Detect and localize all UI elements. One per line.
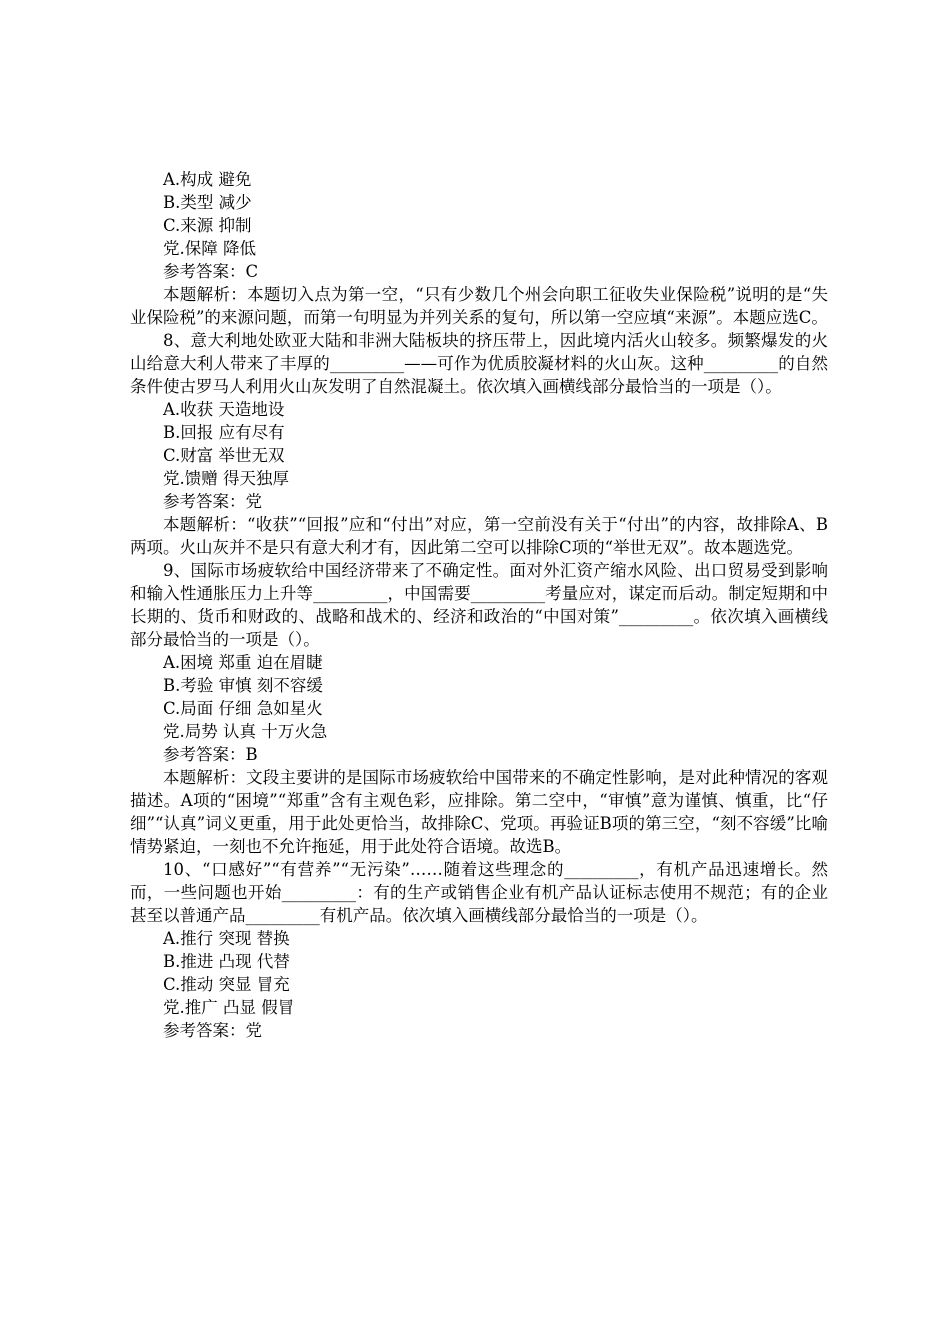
- document-body: [130, 168, 828, 1042]
- q9-option-d: 党.局势 认真 十万火急: [163, 722, 328, 741]
- q10-option-d: 党.推广 凸显 假冒: [163, 998, 295, 1017]
- q10-stem: 10、“口感好”“有营养”“无污染”……随着这些理念的_________，有机产品迅速增长。然而，一些问题也开始_________：有的生产或销售企业有机产品认证标志使用不规范；有的企业甚至以普通产品_________有机产品。依次填入画横线部分最恰当的一项是（）。: [130, 860, 828, 925]
- q7-option-d: 党.保障 降低: [163, 239, 256, 258]
- q9-option-a: A.困境 郑重 迫在眉睫: [163, 653, 323, 672]
- q9-answer: 参考答案：B: [163, 745, 258, 764]
- q9-stem: 9、国际市场疲软给中国经济带来了不确定性。面对外汇资产缩水风险、出口贸易受到影响和输入性通胀压力上升等_________，中国需要_________考量应对，谋定而后动。制定短期和中长期的、货币和财政的、战略和战术的、经济和政治的“中国对策”_________。依次填入画横线部分最恰当的一项是（）。: [130, 561, 828, 649]
- q10-option-c: C.推动 突显 冒充: [163, 975, 290, 994]
- q7-analysis: 本题解析：本题切入点为第一空，“只有少数几个州会向职工征收失业保险税”说明的是“失业保险税”的来源问题，而第一句明显为并列关系的复句，所以第一空应填“来源”。本题应选C。: [130, 285, 828, 327]
- q7-option-c: C.来源 抑制: [163, 216, 252, 235]
- q10-answer: 参考答案：党: [163, 1021, 262, 1040]
- q8-option-a: A.收获 天造地设: [163, 400, 285, 419]
- q7-option-b: B.类型 减少: [163, 193, 252, 212]
- q9-option-b: B.考验 审慎 刻不容缓: [163, 676, 323, 695]
- q10-option-a: A.推行 突现 替换: [163, 929, 290, 948]
- q8-analysis: 本题解析：“收获”“回报”应和“付出”对应，第一空前没有关于“付出”的内容，故排除A、B两项。火山灰并不是只有意大利才有，因此第二空可以排除C项的“举世无双”。故本题选党。: [130, 515, 828, 557]
- q10-option-b: B.推进 凸现 代替: [163, 952, 290, 971]
- q9-analysis: 本题解析：文段主要讲的是国际市场疲软给中国带来的不确定性影响，是对此种情况的客观描述。A项的“困境”“郑重”含有主观色彩，应排除。第二空中，“审慎”意为谨慎、慎重，比“仔细”“认真”词义更重，用于此处更恰当，故排除C、党项。再验证B项的第三空，“刻不容缓”比喻情势紧迫，一刻也不允许拖延，用于此处符合语境。故选B。: [130, 768, 828, 856]
- q8-stem: 8、意大利地处欧亚大陆和非洲大陆板块的挤压带上，因此境内活火山较多。频繁爆发的火山给意大利人带来了丰厚的_________——可作为优质胶凝材料的火山灰。这种_________的自然条件使古罗马人利用火山灰发明了自然混凝土。依次填入画横线部分最恰当的一项是（）。: [130, 331, 828, 396]
- q9-option-c: C.局面 仔细 急如星火: [163, 699, 323, 718]
- q8-option-b: B.回报 应有尽有: [163, 423, 285, 442]
- q7-option-a: A.构成 避免: [163, 170, 252, 189]
- q8-option-c: C.财富 举世无双: [163, 446, 285, 465]
- q8-option-d: 党.馈赠 得天独厚: [163, 469, 289, 488]
- q7-answer: 参考答案：C: [163, 262, 259, 281]
- q8-answer: 参考答案：党: [163, 492, 262, 511]
